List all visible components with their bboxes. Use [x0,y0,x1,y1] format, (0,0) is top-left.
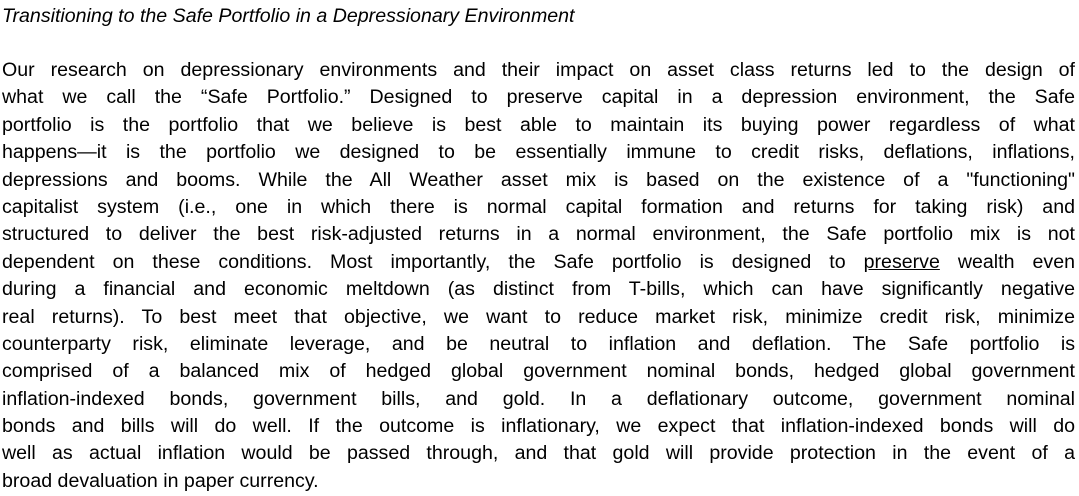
paragraph-line: portfolio is the portfolio that we believe is best able to maintain its buying power regardless of what [2,113,1075,136]
paragraph-line: Our research on depressionary environments and their impact on asset class returns led to the design of [2,59,1075,81]
paragraph-line: happens—it is the portfolio we designed to be essentially immune to credit risks, deflations, inflations, [2,141,1075,164]
paragraph-line: what we call the “Safe Portfolio.” Designed to preserve capital in a depression environment, the Safe [2,86,1075,109]
line-segment: wealth even [939,250,1075,273]
body-paragraph [2,58,1075,496]
document-page [2,0,1075,496]
line-segment: dependent on these conditions. Most importantly, the Safe portfolio is designed to [2,250,864,273]
paragraph-line [2,250,1075,277]
paragraph-line: capitalist system (i.e., one in which there is normal capital formation and returns for taking risk) and [2,195,1075,218]
section-heading: Transitioning to the Safe Portfolio in a Depressionary Environment [2,5,575,27]
paragraph-line: counterparty risk, eliminate leverage, and be neutral to inflation and deflation. The Safe portfolio is [2,332,1075,355]
paragraph-line: structured to deliver the best risk-adjusted returns in a normal environment, the Safe portfolio mix is not [2,223,1075,246]
underlined-word: preserve [863,250,940,273]
paragraph-line: comprised of a balanced mix of hedged global government nominal bonds, hedged global government [2,360,1075,383]
paragraph-line: depressions and booms. While the All Weather asset mix is based on the existence of a "functioning" [2,168,1075,191]
paragraph-line: bonds and bills will do well. If the outcome is inflationary, we expect that inflation-indexed bonds will do [2,415,1075,438]
paragraph-line: inflation-indexed bonds, government bills, and gold. In a deflationary outcome, government nominal [2,387,1075,410]
paragraph-line: real returns). To best meet that objective, we want to reduce market risk, minimize credit risk, minimize [2,305,1075,328]
paragraph-line: broad devaluation in paper currency. [2,469,319,492]
paragraph-spacer [2,32,1075,58]
paragraph-line: during a financial and economic meltdown (as distinct from T-bills, which can have significantly negative [2,278,1075,301]
paragraph-line: well as actual inflation would be passed through, and that gold will provide protection in the event of a [2,442,1075,465]
